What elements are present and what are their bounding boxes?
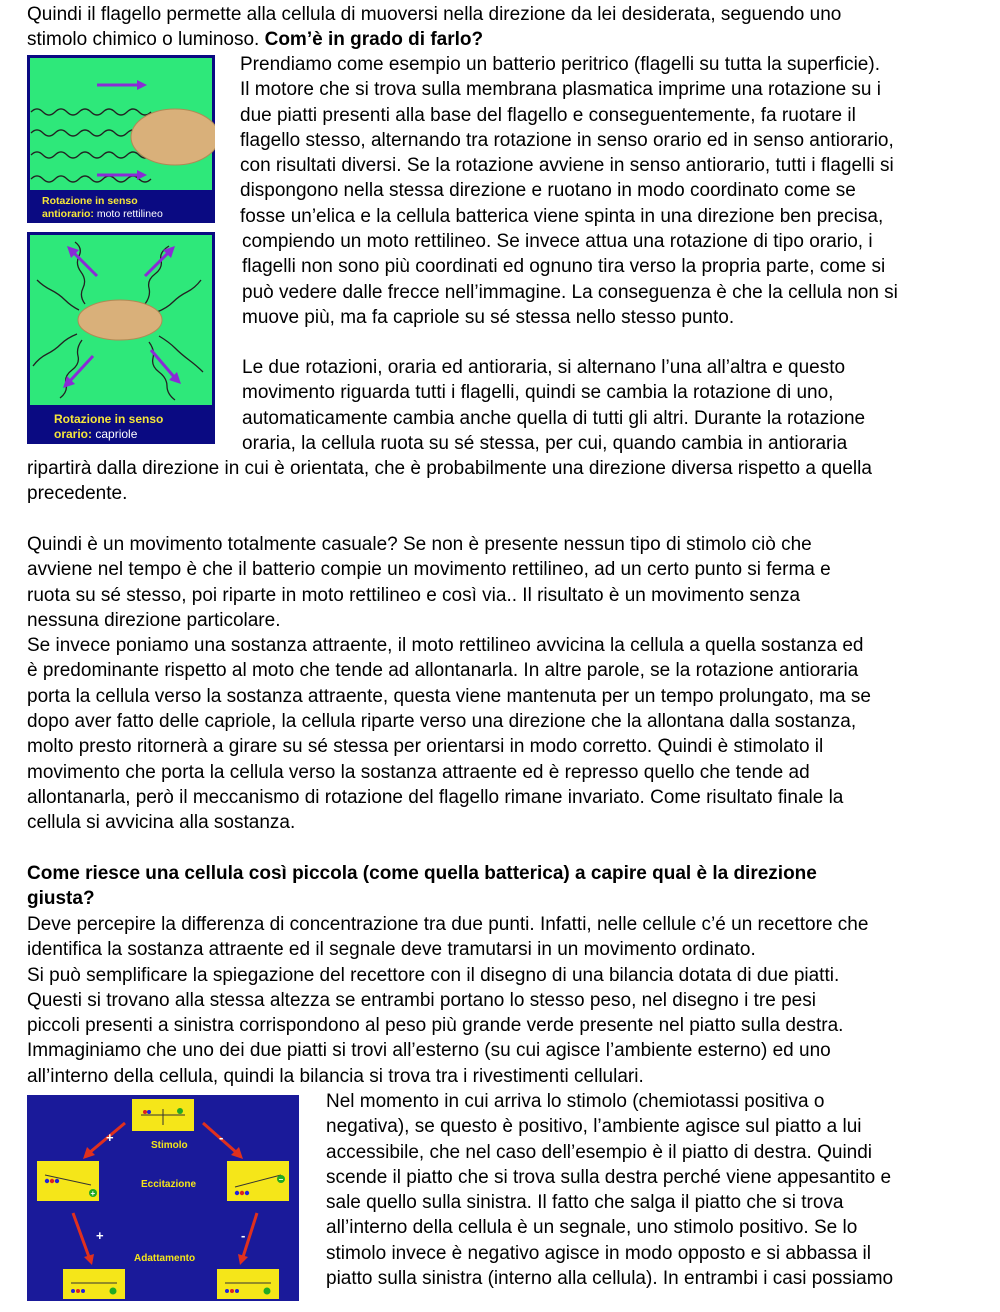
clockwise-diagram	[27, 232, 215, 444]
svg-text:−: −	[278, 1175, 284, 1184]
text-line: Quindi è un movimento totalmente casuale? Se non è presente nessun tipo di stimolo ciò che	[27, 534, 812, 555]
text-line: stimolo invece è negativo agisce in modo opposto e si abbassa il	[326, 1242, 871, 1264]
text-line: Deve percepire la differenza di concentrazione tra due punti. Infatti, nelle cellule c’é un recettore che	[27, 914, 869, 935]
text-line: all’interno della cellula è un segnale, uno stimolo positivo. Se lo	[326, 1217, 858, 1239]
paragraph-random-motion	[27, 532, 982, 836]
minus-sign: -	[219, 1130, 224, 1145]
text-line: scende il piatto che si trova sulla destra perché viene appesantito e	[326, 1166, 892, 1188]
continuation-paragraph	[27, 456, 982, 507]
text-run: stimolo chimico o luminoso.	[27, 29, 265, 51]
text-line: nessuna direzione particolare.	[27, 609, 281, 631]
text-line: Le due rotazioni, oraria ed antioraria, si alternano l’una all’altra e questo	[242, 357, 846, 378]
text-line: cellula si avvicina alla sostanza.	[27, 812, 296, 834]
text-line: piccoli presenti a sinistra corrispondono al peso più grande verde presente nel piatto sulla destra.	[27, 1015, 844, 1037]
text-line: movimento che porta la cellula verso la sostanza attraente ed è represso quello che tende ad	[27, 761, 810, 783]
intro-paragraph	[27, 2, 982, 53]
figure-counterclockwise-rotation	[27, 55, 215, 223]
text-line	[27, 27, 982, 52]
text-line: Si può semplificare la spiegazione del recettore con il disegno di una bilancia dotata di due piatti.	[27, 964, 840, 986]
text-line: avviene nel tempo è che il batterio compie un movimento rettilineo, ad un certo punto si ferma e	[27, 559, 831, 581]
text-line: Prendiamo come esempio un batterio peritrico (flagelli su tutta la superficie).	[240, 54, 880, 75]
figure-receptor-balance	[27, 1095, 299, 1301]
figure1-caption-line1: Rotazione in senso	[42, 195, 138, 207]
text-line: muove più, ma fa capriole su sé stessa nello stesso punto.	[242, 306, 735, 328]
text-line: negativa), se questo è positivo, l’ambiente agisce sul piatto a lui	[326, 1116, 862, 1138]
section-heading	[27, 861, 982, 912]
wrapped-paragraph-3	[326, 1089, 986, 1291]
paragraph-receptor	[27, 912, 982, 1089]
heading-line: Come riesce una cellula così piccola (come quella batterica) a capire qual è la direzione	[27, 863, 817, 884]
text-line: automaticamente cambia anche quella di tutti gli altri. Durante la rotazione	[242, 407, 866, 429]
figure1-caption-line2: antiorario: moto rettilineo	[42, 208, 163, 220]
figure-clockwise-rotation	[27, 232, 215, 444]
bold-question: Com’è in grado di farlo?	[264, 29, 484, 51]
text-line: precedente.	[27, 483, 128, 505]
text-line: Questi si trovano alla stessa altezza se entrambi portano lo stesso peso, nel disegno i tre pesi	[27, 989, 816, 1011]
label-adattamento: Adattamento	[134, 1253, 196, 1264]
text-line: dopo aver fatto delle capriole, la cellula riparte verso una direzione che la allontana dalla sostanza,	[27, 711, 857, 733]
text-line: Quindi il flagello permette alla cellula di muoversi nella direzione da lei desiderata, seguendo uno	[27, 4, 842, 25]
text-line: allontanarla, però il meccanismo di rotazione del flagello rimane invariato. Come risultato finale la	[27, 786, 844, 808]
text-line: flagelli non sono più coordinati ed ognuno tira verso la propria parte, come si	[242, 256, 886, 278]
text-line: Immaginiamo che uno dei due piatti si trovi all’esterno (su cui agisce l’ambiente esterno) ed uno	[27, 1040, 831, 1062]
text-line: con risultati diversi. Se la rotazione avviene in senso antiorario, tutti i flagelli si	[240, 155, 894, 177]
text-line: accessibile, che nel caso dell’esempio è il piatto di destra. Quindi	[326, 1141, 873, 1163]
wrapped-paragraph-2	[242, 355, 987, 456]
text-line: Se invece poniamo una sostanza attraente, il moto rettilineo avvicina la cellula a quella sostanza ed	[27, 635, 864, 657]
balance-diagram	[27, 1095, 299, 1301]
text-line: due piatti presenti alla base del flagello e conseguentemente, fa ruotare il	[240, 104, 856, 126]
text-line: all’interno della cellula, quindi la bilancia si trova tra i rivestimenti cellulari.	[27, 1065, 644, 1087]
label-eccitazione: Eccitazione	[141, 1179, 197, 1190]
text-line: flagello stesso, alternando tra rotazione in senso orario ed in senso antiorario,	[240, 129, 894, 151]
text-line: fosse un’elica e la cellula batterica viene spinta in una direzione ben precisa,	[240, 205, 884, 227]
text-line: ruota su sé stesso, poi riparte in moto rettilineo e così via.. Il risultato è un movimento senza	[27, 584, 801, 606]
plus-sign: +	[106, 1130, 114, 1145]
svg-text:+: +	[90, 1189, 96, 1198]
text-line: Il motore che si trova sulla membrana plasmatica imprime una rotazione su i	[240, 79, 881, 101]
text-line: dispongono nella stessa direzione e ruotano in modo coordinato come se	[240, 180, 856, 202]
text-line: è predominante rispetto al moto che tende ad allontanarla. In altre parole, se la rotazione antioraria	[27, 660, 859, 682]
counterclockwise-diagram	[27, 55, 215, 223]
text-line: porta la cellula verso la sostanza attraente, questa viene mantenuta per un tempo prolungato, ma se	[27, 685, 871, 707]
label-stimolo: Stimolo	[151, 1140, 188, 1151]
wrapped-paragraph-1	[240, 52, 985, 330]
figure2-caption-line1: Rotazione in senso	[54, 412, 164, 426]
text-line: sale quello sulla sinistra. Il fatto che salga il piatto che si trova	[326, 1192, 844, 1214]
heading-line: giusta?	[27, 888, 95, 910]
text-line: Nel momento in cui arriva lo stimolo (chemiotassi positiva o	[326, 1091, 825, 1112]
minus-sign: -	[241, 1228, 246, 1243]
figure2-caption-line2: orario: capriole	[54, 427, 138, 441]
text-line: compiendo un moto rettilineo. Se invece attua una rotazione di tipo orario, i	[242, 231, 873, 253]
text-line: oraria, la cellula ruota su sé stessa, per cui, quando cambia in antioraria	[242, 432, 848, 454]
text-line: identifica la sostanza attraente ed il segnale deve tramutarsi in un movimento ordinato.	[27, 939, 756, 961]
text-line: piatto sulla sinistra (interno alla cellula). In entrambi i casi possiamo	[326, 1268, 894, 1290]
text-line: ripartirà dalla direzione in cui è orientata, che è probabilmente una direzione diversa rispetto a quella	[27, 458, 872, 479]
text-line: può vedere dalle frecce nell’immagine. La conseguenza è che la cellula non si	[242, 281, 898, 303]
text-line: movimento riguarda tutti i flagelli, quindi se cambia la rotazione di uno,	[242, 382, 834, 404]
plus-sign: +	[96, 1228, 104, 1243]
text-line: molto presto ritornerà a girare su sé stessa per orientarsi in modo corretto. Quindi è stimolato il	[27, 736, 824, 758]
